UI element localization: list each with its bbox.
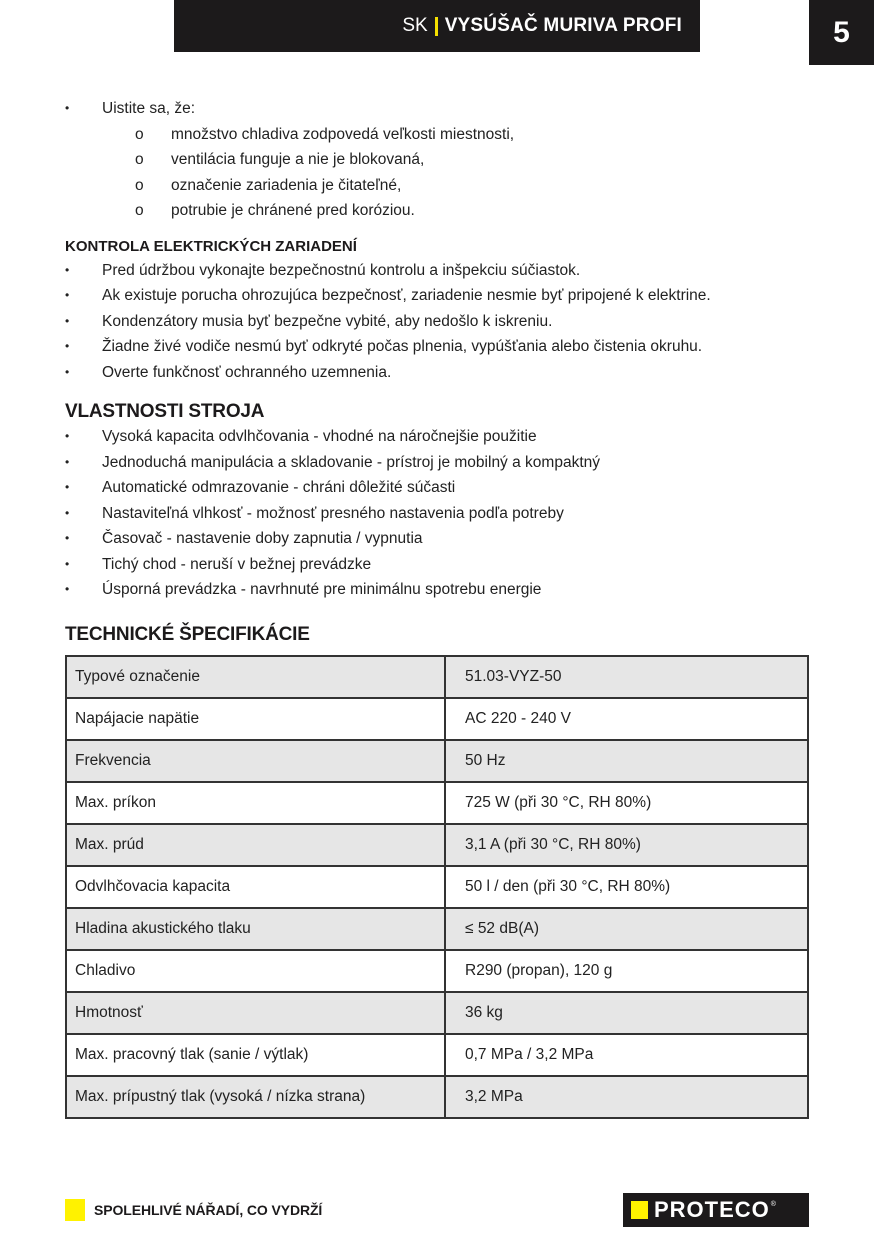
document-title: VYSÚŠAČ MURIVA PROFI [444, 15, 682, 36]
header-bar [174, 0, 700, 52]
list-item-text: Úsporná prevádzka - navrhnuté pre minimálnu spotrebu energie [102, 581, 542, 598]
spec-value: 50 Hz [445, 740, 808, 782]
table-row [66, 782, 808, 824]
list-item-text: Nastaviteľná vlhkosť - možnosť presného nastavenia podľa potreby [102, 504, 564, 522]
bullet-icon: • [65, 262, 70, 277]
specs-table [65, 655, 809, 1119]
spec-label: Hladina akustického tlaku [66, 908, 445, 950]
spec-value: 3,2 MPa [445, 1076, 808, 1118]
registered-mark: ® [770, 1200, 776, 1208]
page-content [65, 96, 825, 1119]
bullet-icon: • [65, 364, 70, 379]
list-item-text: Ak existuje porucha ohrozujúca bezpečnosť, zariadenie nesmie byť pripojené k elektrine. [102, 287, 711, 304]
list-item [65, 258, 825, 284]
sub-list-item-text: ventilácia funguje a nie je blokovaná, [171, 151, 425, 168]
intro-sub-list [65, 122, 825, 224]
bullet-icon: • [65, 288, 70, 302]
electrical-check-list [65, 258, 825, 386]
spec-value: 36 kg [445, 992, 808, 1034]
bullet-icon: • [65, 313, 70, 328]
table-row [66, 1076, 808, 1118]
language-code: SK [402, 15, 428, 36]
spec-label: Napájacie napätie [66, 698, 445, 740]
sub-list-item-text: označenie zariadenia je čitateľné, [171, 176, 402, 194]
list-item-text: Automatické odmrazovanie - chráni dôležité súčasti [102, 479, 456, 496]
bullet-icon: • [65, 101, 70, 115]
list-item [65, 475, 825, 501]
footer-slogan-block [65, 1199, 322, 1221]
spec-value: 50 l / den (při 30 °C, RH 80%) [445, 866, 808, 908]
list-item [65, 283, 825, 309]
intro-list [65, 96, 825, 122]
sub-list-item [65, 198, 825, 224]
circle-bullet-icon: o [135, 202, 144, 219]
spec-label: Max. príkon [66, 782, 445, 824]
spec-value: R290 (propan), 120 g [445, 950, 808, 992]
table-row [66, 908, 808, 950]
sub-list-item-text: množstvo chladiva zodpovedá veľkosti miestnosti, [171, 125, 515, 143]
circle-bullet-icon: o [135, 151, 144, 168]
bullet-icon: • [65, 582, 70, 596]
table-row [66, 656, 808, 698]
spec-value: AC 220 - 240 V [445, 698, 808, 740]
list-item [65, 577, 825, 603]
bullet-icon: • [65, 556, 70, 571]
list-item-text: Kondenzátory musia byť bezpečne vybité, aby nedošlo k iskreniu. [102, 312, 553, 330]
list-item [65, 334, 825, 360]
list-item [65, 360, 825, 386]
sub-list-item [65, 122, 825, 148]
brand-name: PROTECO [654, 1197, 770, 1222]
list-item-text: Žiadne živé vodiče nesmú byť odkryté počas plnenia, vypúšťania alebo čistenia okruhu. [102, 338, 703, 355]
header-separator [435, 17, 438, 36]
list-item [65, 450, 825, 476]
table-row [66, 950, 808, 992]
spec-value: 3,1 A (při 30 °C, RH 80%) [445, 824, 808, 866]
brand-logo [623, 1193, 809, 1227]
bullet-icon: • [65, 480, 70, 494]
spec-label: Max. pracovný tlak (sanie / výtlak) [66, 1034, 445, 1076]
list-item [65, 501, 825, 527]
table-row [66, 824, 808, 866]
circle-bullet-icon: o [135, 176, 144, 194]
spec-value: 0,7 MPa / 3,2 MPa [445, 1034, 808, 1076]
table-row [66, 740, 808, 782]
list-item-text: Overte funkčnosť ochranného uzemnenia. [102, 363, 392, 381]
sub-list-item [65, 173, 825, 199]
spec-label: Max. prípustný tlak (vysoká / nízka strana) [66, 1076, 445, 1118]
list-item-text: Uistite sa, že: [102, 100, 196, 117]
list-item-text: Pred údržbou vykonajte bezpečnostnú kontrolu a inšpekciu súčiastok. [102, 261, 581, 279]
spec-value: ≤ 52 dB(A) [445, 908, 808, 950]
bullet-icon: • [65, 505, 70, 520]
table-row [66, 698, 808, 740]
spec-label: Odvlhčovacia kapacita [66, 866, 445, 908]
spec-value: 51.03-VYZ-50 [445, 656, 808, 698]
sub-list-item-text: potrubie je chránené pred koróziou. [171, 202, 415, 219]
page-number: 5 [809, 0, 874, 65]
bullet-icon: • [65, 531, 70, 545]
spec-value: 725 W (při 30 °C, RH 80%) [445, 782, 808, 824]
bullet-icon: • [65, 429, 70, 443]
spec-label: Frekvencia [66, 740, 445, 782]
list-item [65, 96, 825, 122]
table-row [66, 992, 808, 1034]
spec-label: Hmotnosť [66, 992, 445, 1034]
machine-features-list [65, 424, 825, 603]
electrical-check-heading: KONTROLA ELEKTRICKÝCH ZARIADENÍ [65, 237, 357, 255]
footer-slogan: SPOLEHLIVÉ NÁŘADÍ, CO VYDRŽÍ [94, 1202, 323, 1218]
list-item-text: Vysoká kapacita odvlhčovania - vhodné na náročnejšie použitie [102, 428, 537, 445]
spec-label: Chladivo [66, 950, 445, 992]
logo-yellow-square-icon [631, 1201, 648, 1219]
list-item [65, 526, 825, 552]
machine-features-heading: VLASTNOSTI STROJA [65, 401, 265, 422]
list-item [65, 309, 825, 335]
yellow-square-icon [65, 1199, 85, 1221]
spec-label: Typové označenie [66, 656, 445, 698]
circle-bullet-icon: o [135, 125, 144, 143]
technical-specs-heading: TECHNICKÉ ŠPECIFIKÁCIE [65, 623, 310, 645]
list-item-text: Časovač - nastavenie doby zapnutia / vypnutia [102, 530, 423, 547]
list-item [65, 424, 825, 450]
table-row [66, 866, 808, 908]
table-row [66, 1034, 808, 1076]
bullet-icon: • [65, 339, 70, 353]
bullet-icon: • [65, 454, 70, 469]
sub-list-item [65, 147, 825, 173]
list-item-text: Tichý chod - neruší v bežnej prevádzke [102, 555, 372, 573]
spec-label: Max. prúd [66, 824, 445, 866]
list-item-text: Jednoduchá manipulácia a skladovanie - prístroj je mobilný a kompaktný [102, 453, 600, 471]
list-item [65, 552, 825, 578]
